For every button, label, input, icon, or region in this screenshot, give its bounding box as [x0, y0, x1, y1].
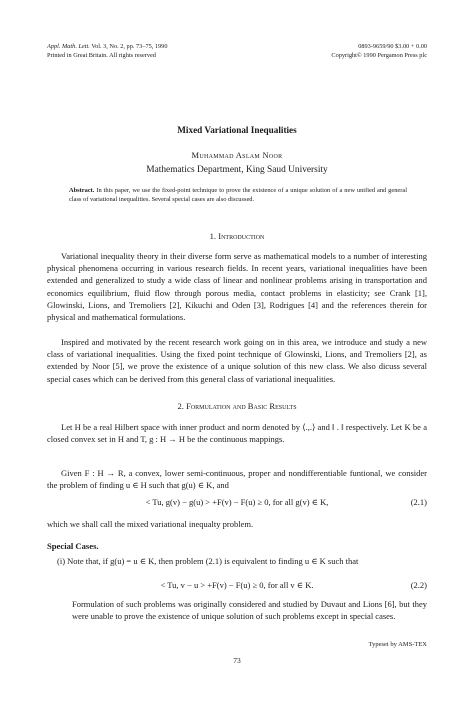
- abstract-text: In this paper, we use the fixed-point technique to prove the existence of a unique solution of a new unified and general class of variational inequalities. Several special cases are also discussed.: [69, 187, 407, 204]
- intro-paragraph-1: Variational inequality theory in their diverse form serve as mathematical models to a number of interesting physical phenomena occurring in various research fields. In recent years, variational inequalities have been extended and generalized to study a wide class of linear and nonlinear problems arising in transportation and economics equilibrium, fluid flow through porous media, contact problems in elasticity; see Crank [1], Glowinski, Lions, and Tremoliers [2], Kikuchi and Oden [3], Rodrigues [4] and the references therein for physical and mathematical formulations.: [47, 251, 427, 323]
- issn: 0893-9659/90 $3.00 + 0.00: [358, 43, 427, 50]
- case-i: [57, 555, 427, 567]
- sec2-paragraph-2: Given F : H → R, a convex, lower semi-continuous, proper and nondifferentiable funtional, we consider the problem of finding u ∈ H such that g(u) ∈ K, and: [47, 468, 427, 491]
- section-title: Introduction: [218, 231, 265, 241]
- intro-paragraph-2: Inspired and motivated by the recent research work going on in this area, we introduce and study a new class of variational inequalities. Using the fixed point technique of Glowinski, Lions, and Tremoliers [2], as extended by Noor [5], we prove the existence of a unique solution of this new class. We also dicuss several special cases which can be derived from this general class of variational inequalities.: [47, 337, 427, 384]
- equation-number: (2.2): [410, 580, 427, 590]
- after-equation-1: which we shall call the mixed variational inequalty problem.: [47, 519, 254, 529]
- section-heading-2: [0, 401, 474, 411]
- equation-body: < Tu, g(v) − g(u) > +F(v) − F(u) ≥ 0, for all g(v) ∈ K,: [145, 497, 329, 507]
- section-title: Formulation and Basic Results: [186, 401, 297, 411]
- equation-body: < Tu, v − u > +F(v) − F(u) ≥ 0, for all v ∈ K.: [160, 580, 314, 590]
- case-i-text: (i) Note that, if g(u) = u ∈ K, then problem (2.1) is equivalent to finding u ∈ K such that: [57, 556, 359, 566]
- sec2-paragraph-1: Let H be a real Hilbert space with inner product and norm denoted by ⟨.,.⟩ and ‖ . ‖ respectively. Let K be a closed convex set in H and T, g : H → H be the continuous mappings.: [47, 422, 427, 445]
- copyright: Copyright© 1990 Pergamon Press plc: [331, 52, 427, 59]
- volume-info: Vol. 3, No. 2, pp. 73–75, 1990: [91, 43, 168, 50]
- header-left: [47, 42, 167, 60]
- paper-title: Mixed Variational Inequalities: [177, 125, 297, 135]
- author: Muhammad Aslam Noor: [191, 150, 283, 160]
- printed-note: Printed in Great Britain. All rights reserved: [47, 52, 156, 59]
- special-cases-label: Special Cases.: [47, 541, 99, 551]
- abstract-label: Abstract.: [69, 187, 95, 194]
- after-equation-2: Formulation of such problems was originally considered and studied by Duvaut and Lions [6], but they were unable to prove the existence of unique solution of such problems except in special cases.: [72, 599, 427, 622]
- header-right: [331, 42, 427, 60]
- typeset-note: Typeset by AMS-TEX: [368, 641, 427, 648]
- page-number: 73: [233, 656, 241, 665]
- section-number: 1.: [209, 231, 217, 241]
- section-number: 2.: [177, 401, 184, 411]
- section-heading-1: [0, 231, 474, 241]
- equation-number: (2.1): [410, 497, 427, 507]
- journal-name: Appl. Math. Lett.: [47, 43, 90, 50]
- abstract: [69, 186, 407, 205]
- affiliation: Mathematics Department, King Saud University: [146, 165, 328, 175]
